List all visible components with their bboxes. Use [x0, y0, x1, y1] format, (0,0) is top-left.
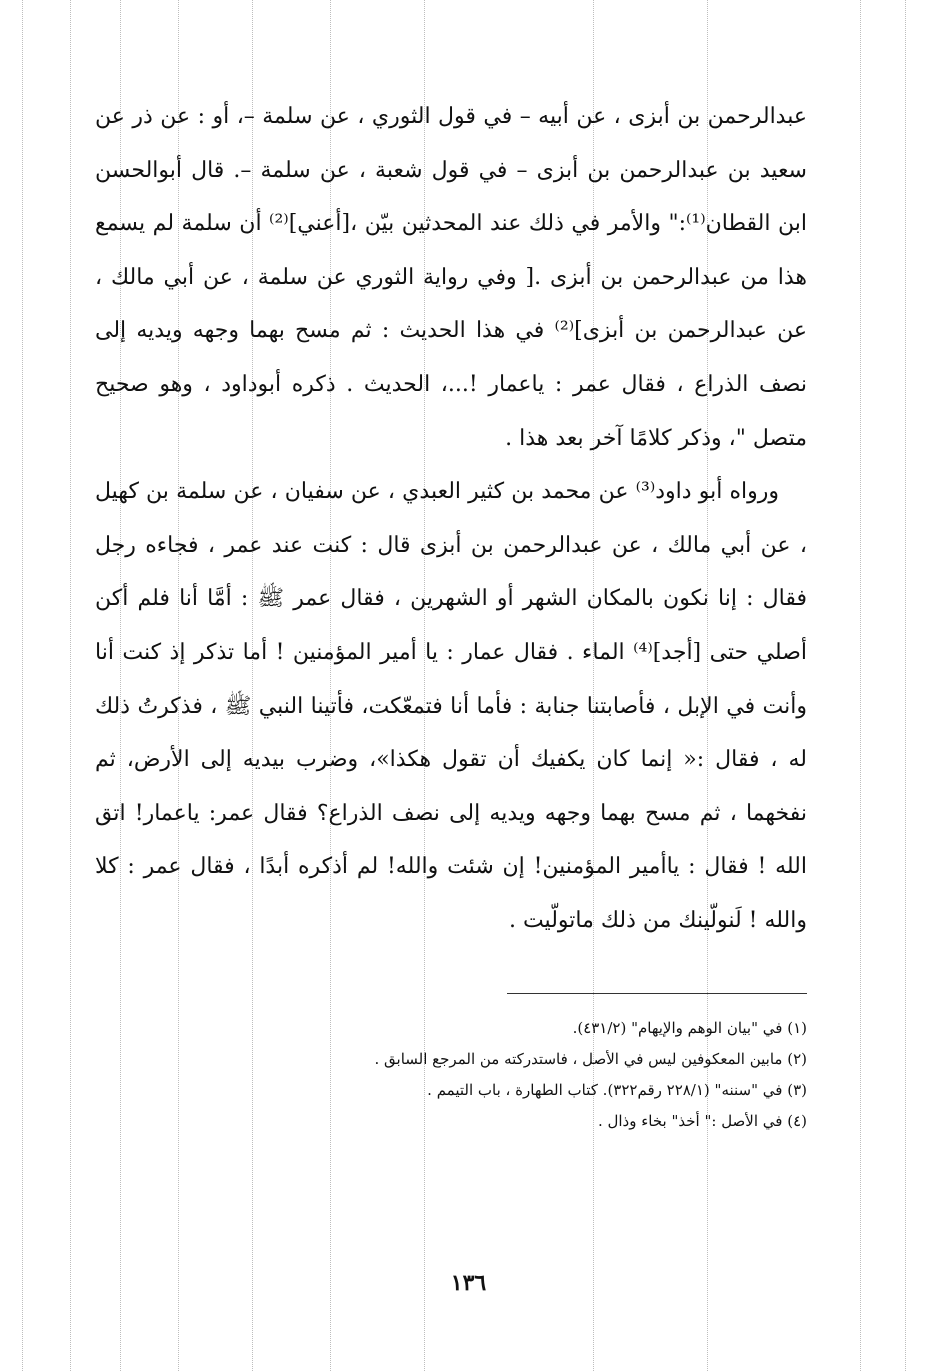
scan-artifact-line: [905, 0, 906, 1371]
paragraph: عبدالرحمن بن أبزى ، عن أبيه – في قول الثوري ، عن سلمة –، أو : عن ذر عن سعيد بن عبدالرحمن بن أبزى – في قول شعبة ، عن سلمة –. قال أبوالحسن ابن القطان⁽¹⁾:" والأمر في ذلك عند المحدثين بيّن ،[أعني]⁽²⁾ أن سلمة لم يسمع هذا من عبدالرحمن بن أبزى .[ وفي رواية الثوري عن سلمة ، عن أبي مالك ، عن عبدالرحمن بن أبزى]⁽²⁾ في هذا الحديث : ثم مسح بهما وجهه ويديه إلى نصف الذراع ، فقال عمر : ياعمار !...، الحديث . ذكره أبوداود ، وهو صحيح متصل "، وذكر كلامًا آخر بعد هذا .: [95, 104, 807, 451]
footnotes: [300, 1013, 807, 1137]
paragraph: ورواه أبو داود⁽³⁾ عن محمد بن كثير العبدي ، عن سفيان ، عن سلمة بن كهيل ، عن أبي مالك ، عن عبدالرحمن بن أبزى قال : كنت عند عمر ، فجاءه رجل فقال : إنا نكون بالمكان الشهر أو الشهرين ، فقال عمر ﷺ : أمَّا أنا فلم أكن أصلي حتى [أجد]⁽⁴⁾ الماء . فقال عمار : يا أمير المؤمنين ! أما تذكر إذ كنت أنا وأنت في الإبل ، فأصابتنا جنابة : فأما أنا فتمعّكت، فأتينا النبي ﷺ ، فذكرتُ ذلك له ، فقال :« إنما كان يكفيك أن تقول هكذا»، وضرب بيديه إلى الأرض، ثم نفخهما ، ثم مسح بهما وجهه ويديه إلى نصف الذراع؟ فقال عمر: ياعمار! اتق الله ! فقال : ياأمير المؤمنين! إن شئت والله! لم أذكره أبدًا ، فقال عمر : كلا والله ! لَنولّينك من ذلك ماتولّيت .: [95, 479, 807, 933]
page-number: ١٣٦: [450, 1270, 487, 1296]
footnote-divider: [507, 993, 807, 994]
footnote: (١) في "بيان الوهم والإيهام" (٤٣١/٢).: [572, 1019, 807, 1037]
scan-artifact-line: [22, 0, 23, 1371]
footnote: (٤) في الأصل :" أخذ" بخاء وذال .: [597, 1112, 807, 1130]
footnote: (٣) في "سننه" (٢٢٨/١ رقم٣٢٢). كتاب الطهارة ، باب التيمم .: [427, 1081, 807, 1099]
scan-artifact-line: [70, 0, 71, 1371]
footnote: (٢) مابين المعكوفين ليس في الأصل ، فاستدركته من المرجع السابق .: [374, 1050, 807, 1068]
scan-artifact-line: [860, 0, 861, 1371]
main-text: [95, 90, 807, 948]
